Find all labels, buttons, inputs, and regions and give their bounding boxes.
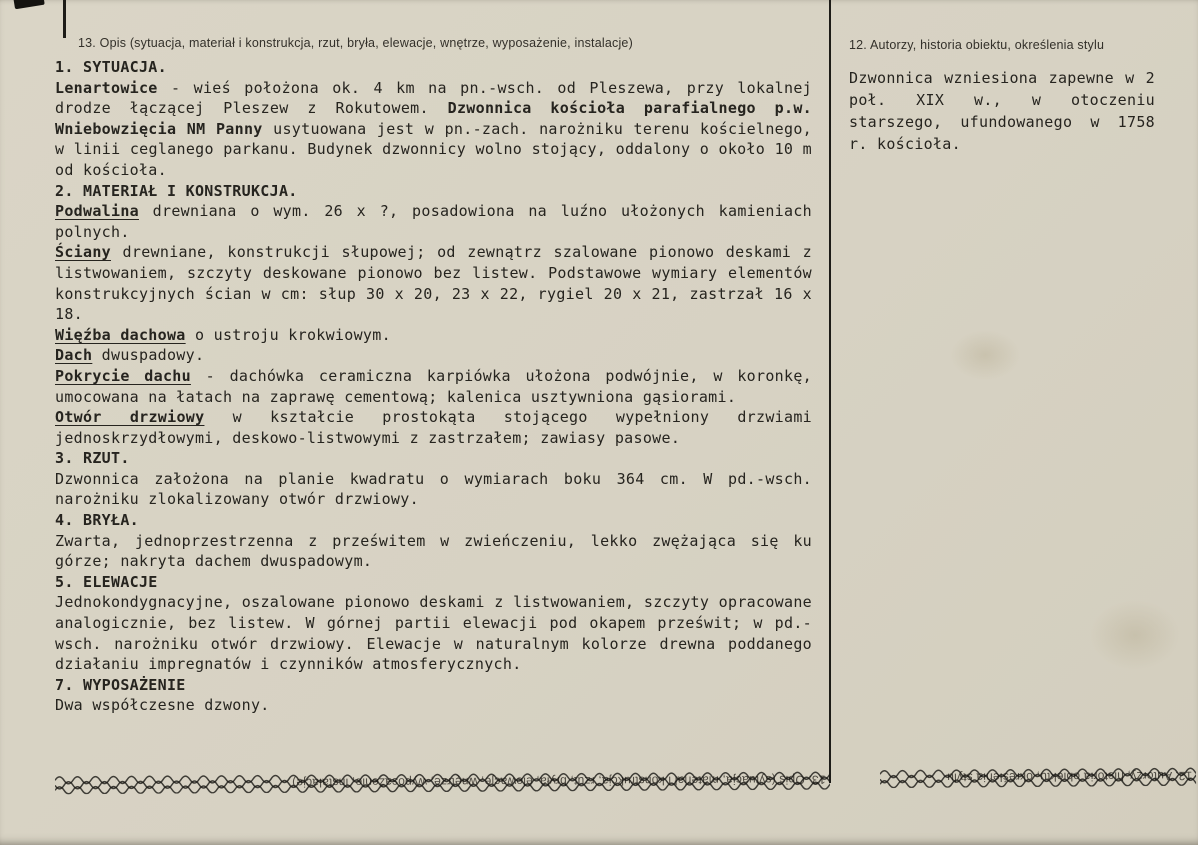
section-heading: 4. BRYŁA.	[55, 511, 139, 530]
section-heading: 3. RZUT.	[55, 449, 130, 468]
column-divider-line	[829, 0, 831, 783]
text-run: usytuowana jest w pn.-zach. narożniku terenu kościelnego, w linii ceglanego parkanu. Budynek dzwonnicy wolno stojący, oddalony o około 10 m od kościoła.	[55, 119, 812, 179]
paragraph	[55, 407, 812, 448]
paragraph	[55, 469, 812, 510]
text-run: o ustroju krokwiowym.	[185, 325, 391, 344]
text-run: drewniane, konstrukcji słupowej; od zewnątrz szalowane pionowo deskami z listwowaniem, szczyty deskowane pionowo bez listew. Podstawowe wymiary elementów konstrukcyjnych ścian w cm: słup 30 x 20, 23 x 22, rygiel 20 x 21, zastrzał 16 x 18.	[55, 243, 812, 324]
text-run: - dachówka ceramiczna karpiówka ułożona podwójnie, w koronkę, umocowana na łatach na zaprawę cementową; kalenica usztywniona gąsiorami.	[55, 366, 812, 406]
paragraph	[55, 366, 812, 407]
paper-stain	[950, 330, 1020, 380]
show-through-strip-right	[880, 766, 1196, 788]
text-run: drewniana o wym. 26 x ?, posadowiona na luźno ułożonych kamieniach polnych.	[55, 202, 812, 241]
paragraph	[55, 242, 812, 324]
section-heading: 5. ELEWACJE	[55, 572, 158, 591]
section-heading: 2. MATERIAŁ I KONSTRUKCJA.	[55, 181, 298, 200]
scan-corner-mark	[13, 0, 45, 9]
text-run: Dwa współczesne dzwony.	[55, 696, 270, 715]
strike-through-squiggle	[880, 766, 1196, 788]
emphasized-run: Więźba dachowa	[55, 325, 186, 344]
left-margin-tick	[63, 0, 66, 38]
form-field-12-label: 12. Autorzy, historia obiektu, określenia stylu	[849, 38, 1105, 52]
strike-through-squiggle	[55, 770, 830, 795]
paragraph	[55, 201, 812, 242]
mirrored-text-left: 13. Opis (sytuacja, materiał i konstrukcja, rzut, bryła, elewacje, wnętrze, wyposażenie, instalacje)	[292, 772, 827, 790]
emphasized-run: Dach	[55, 346, 93, 365]
paragraph	[55, 78, 812, 181]
text-run: - wieś położona ok. 4 km na pn.-wsch. od Pleszewa, przy lokalnej drodze łączącej Pleszew z Rokutowem.	[55, 78, 812, 118]
paragraph	[55, 592, 812, 674]
paragraph	[55, 325, 812, 346]
description-column	[55, 36, 812, 716]
text-run: dwuspadowy.	[92, 346, 205, 365]
history-column	[849, 38, 1155, 155]
description-sections	[55, 57, 812, 716]
show-through-strip-left	[55, 770, 830, 795]
paragraph	[55, 695, 812, 716]
text-run: Dzwonnica założona na planie kwadratu o wymiarach boku 364 cm. W pd.-wsch. narożniku zlokalizowany otwór drzwiowy.	[55, 469, 812, 509]
form-field-13-label: 13. Opis (sytuacja, materiał i konstrukcja, rzut, bryła, elewacje, wnętrze, wyposażenie, instalacje)	[78, 36, 633, 50]
section-heading: 1. SYTUACJA.	[55, 58, 167, 76]
paper-stain	[1090, 600, 1180, 670]
history-text: Dzwonnica wzniesiona zapewne w 2 poł. XIX w., w otoczeniu starszego, ufundowanego w 1758 r. kościoła.	[849, 69, 1155, 153]
section-heading: 7. WYPOSAŻENIE	[55, 675, 186, 694]
mirrored-text-right: 12. Autorzy, historia obiektu, określenia stylu	[946, 768, 1193, 785]
emphasized-run: Lenartowice	[55, 78, 158, 97]
emphasized-run: Dzwonnica kościoła parafialnego p.w. Wniebowzięcia NM Panny	[55, 99, 812, 138]
paragraph	[55, 345, 812, 366]
emphasized-run: Podwalina	[55, 202, 139, 221]
emphasized-run: Otwór drzwiowy	[55, 408, 205, 427]
emphasized-run: Ściany	[55, 243, 111, 262]
text-run: Zwarta, jednoprzestrzenna z prześwitem w zwieńczeniu, lekko zwężająca się ku górze; nakryta dachem dwuspadowym.	[55, 531, 812, 571]
emphasized-run: Pokrycie dachu	[55, 366, 191, 385]
text-run: Jednokondygnacyjne, oszalowane pionowo deskami z listwowaniem, szczyty opracowane analogicznie, bez listew. W górnej partii elewacji pod okapem prześwit; w pd.-wsch. narożniku otwór drzwiowy. Elewacje w naturalnym kolorze drewna poddanego działaniu impregnatów i czynników atmosferycznych.	[55, 593, 812, 674]
text-run: w kształcie prostokąta stojącego wypełniony drzwiami jednoskrzydłowymi, deskowo-listwowymi z zastrzałem; zawiasy pasowe.	[55, 408, 812, 447]
paragraph	[55, 531, 812, 572]
